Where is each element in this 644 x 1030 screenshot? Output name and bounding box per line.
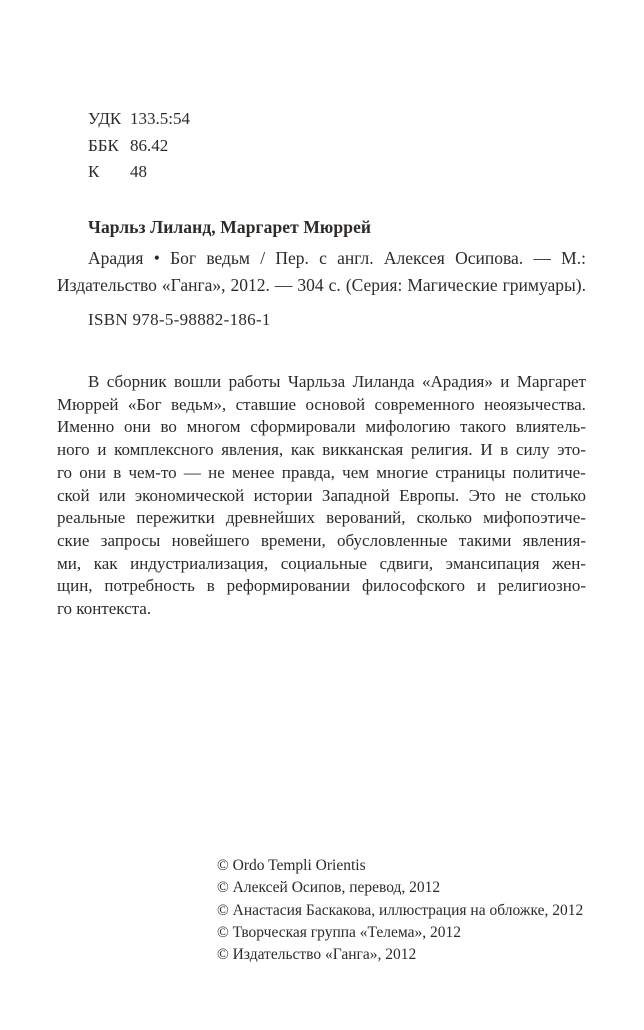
word: чем: [342, 462, 369, 482]
word: правда,: [281, 462, 335, 482]
word: реформировании: [226, 576, 351, 596]
word: /: [260, 248, 266, 268]
word: сформировали: [250, 417, 356, 437]
word: истории: [253, 485, 313, 505]
word: религиозно-: [497, 576, 586, 596]
word: Осипова.: [455, 248, 524, 268]
annotation-line: [57, 507, 586, 530]
word: неоязычества.: [484, 394, 586, 414]
word: и: [97, 440, 107, 460]
word: философского: [361, 576, 466, 596]
copyright-line: © Творческая группа «Телема», 2012: [217, 923, 461, 941]
word: современного: [374, 394, 475, 414]
annotation-line: [57, 371, 586, 394]
word: они: [124, 417, 151, 437]
word: индустриализация,: [130, 553, 269, 573]
annotation-line: [57, 416, 586, 439]
word: викканская: [322, 440, 404, 460]
word: Мюррей: [57, 394, 119, 414]
word: Именно: [57, 417, 115, 437]
word: это-: [557, 440, 586, 460]
authors-heading: Чарльз Лиланд, Маргарет Мюррей: [88, 217, 372, 237]
word: ми,: [57, 553, 82, 573]
word: И: [480, 440, 493, 460]
word: в: [500, 440, 509, 460]
word: менее: [232, 462, 275, 482]
word: пережитки: [136, 508, 215, 528]
annotation-paragraph: [57, 371, 586, 621]
word: жен-: [552, 553, 586, 573]
word: гримуары).: [502, 275, 586, 296]
word: новейшего: [171, 530, 250, 550]
word: го: [57, 462, 73, 482]
word: политиче-: [512, 462, 586, 482]
word: комплексного: [114, 440, 214, 460]
word: или: [98, 485, 126, 505]
annotation-line: [57, 439, 586, 462]
word: не: [208, 462, 225, 482]
word: В: [88, 372, 100, 391]
word: щин,: [57, 576, 93, 596]
copyright-block: [217, 855, 583, 966]
word: Европы.: [399, 485, 460, 505]
word: «Арадия»: [421, 372, 493, 391]
udk-row: [88, 106, 190, 133]
biblio-line-1: [57, 245, 586, 272]
biblio-line-2: [57, 272, 586, 299]
word: •: [153, 248, 160, 268]
copyright-line: © Издательство «Ганга», 2012: [217, 946, 417, 964]
word: М.:: [561, 248, 586, 268]
word: —: [274, 275, 293, 296]
word: Западной: [321, 485, 390, 505]
word: Это: [468, 485, 496, 505]
word: Алексея: [383, 248, 445, 268]
word: социальные: [280, 553, 367, 573]
word: силу: [515, 440, 550, 460]
annotation-line: [57, 575, 586, 598]
word: в: [113, 462, 122, 482]
word: Арадия: [88, 248, 144, 268]
annotation-line: [57, 394, 586, 417]
word: —: [533, 248, 551, 268]
word: многом: [186, 417, 241, 437]
word: и: [500, 372, 510, 391]
word: ставшие: [235, 394, 297, 414]
word: мифологию: [365, 417, 451, 437]
word: Пер.: [275, 248, 309, 268]
word: работы: [228, 372, 281, 391]
bbk-row: [88, 133, 190, 160]
copyright-line: © Ordo Templi Orientis: [217, 857, 366, 874]
word: ведьм: [206, 248, 250, 268]
word: чем-то: [128, 462, 177, 482]
bbk-value: 86.42: [130, 135, 169, 155]
annotation-last-line: го контекста.: [57, 599, 152, 619]
bibliographic-record: [57, 245, 586, 300]
word: многие: [376, 462, 429, 482]
word: Издательство: [57, 275, 157, 296]
word: ведьм»,: [171, 394, 227, 414]
word: не: [504, 485, 522, 505]
author-mark-label: К: [88, 162, 100, 181]
classification-block: [88, 106, 190, 186]
word: ские: [57, 530, 90, 550]
word: ской: [57, 485, 90, 505]
word: запросы: [100, 530, 161, 550]
author-mark-value: 48: [130, 162, 147, 181]
word: 304: [297, 275, 324, 296]
word: и: [476, 576, 486, 596]
word: как: [290, 440, 315, 460]
word: «Ганга»,: [161, 275, 226, 296]
word: страницы: [435, 462, 506, 482]
word: они: [79, 462, 106, 482]
word: такими: [458, 530, 512, 550]
annotation-line: [57, 553, 586, 576]
word: явления-: [522, 530, 586, 550]
word: Бог: [170, 248, 197, 268]
word: времени,: [260, 530, 326, 550]
annotation-line: [57, 485, 586, 508]
word: Чарльза: [287, 372, 346, 391]
word: англ.: [337, 248, 374, 268]
word: с.: [328, 275, 341, 296]
bbk-label: ББК: [88, 135, 119, 155]
word: обусловленные: [337, 530, 448, 550]
word: эмансипация: [445, 553, 540, 573]
word: в: [206, 576, 215, 596]
word: такого: [460, 417, 507, 437]
word: Маргарет: [516, 372, 586, 391]
annotation-line: [57, 530, 586, 553]
word: ного: [57, 440, 90, 460]
word: влиятель-: [515, 417, 586, 437]
word: религия.: [410, 440, 473, 460]
isbn-line: ISBN 978-5-98882-186-1: [88, 310, 271, 329]
copyright-line: © Анастасия Баскакова, иллюстрация на обложке, 2012: [217, 901, 584, 919]
word: явления,: [221, 440, 284, 460]
word: вошли: [174, 372, 222, 391]
word: как: [93, 553, 118, 573]
word: основой: [305, 394, 366, 414]
word: реальные: [57, 508, 126, 528]
word: древнейших: [225, 508, 316, 528]
author-mark-row: [88, 159, 190, 186]
word: экономической: [134, 485, 245, 505]
word: Лиланда: [352, 372, 415, 391]
word: —: [183, 462, 201, 482]
word: 2012.: [230, 275, 270, 296]
word: Магические: [407, 275, 498, 296]
udk-label: УДК: [88, 109, 122, 128]
annotation-line: [57, 462, 586, 485]
copyright-line: © Алексей Осипов, перевод, 2012: [217, 879, 441, 897]
word: «Бог: [127, 394, 162, 414]
word: сколько: [416, 508, 473, 528]
word: во: [160, 417, 177, 437]
word: сдвиги,: [379, 553, 434, 573]
word: верований,: [326, 508, 406, 528]
word: с: [319, 248, 327, 268]
word: мифопоэтиче-: [483, 508, 586, 528]
word: столько: [530, 485, 586, 505]
word: (Серия:: [345, 275, 403, 296]
word: сборник: [106, 372, 167, 391]
udk-value: 133.5:54: [130, 109, 190, 128]
word: потребность: [104, 576, 195, 596]
